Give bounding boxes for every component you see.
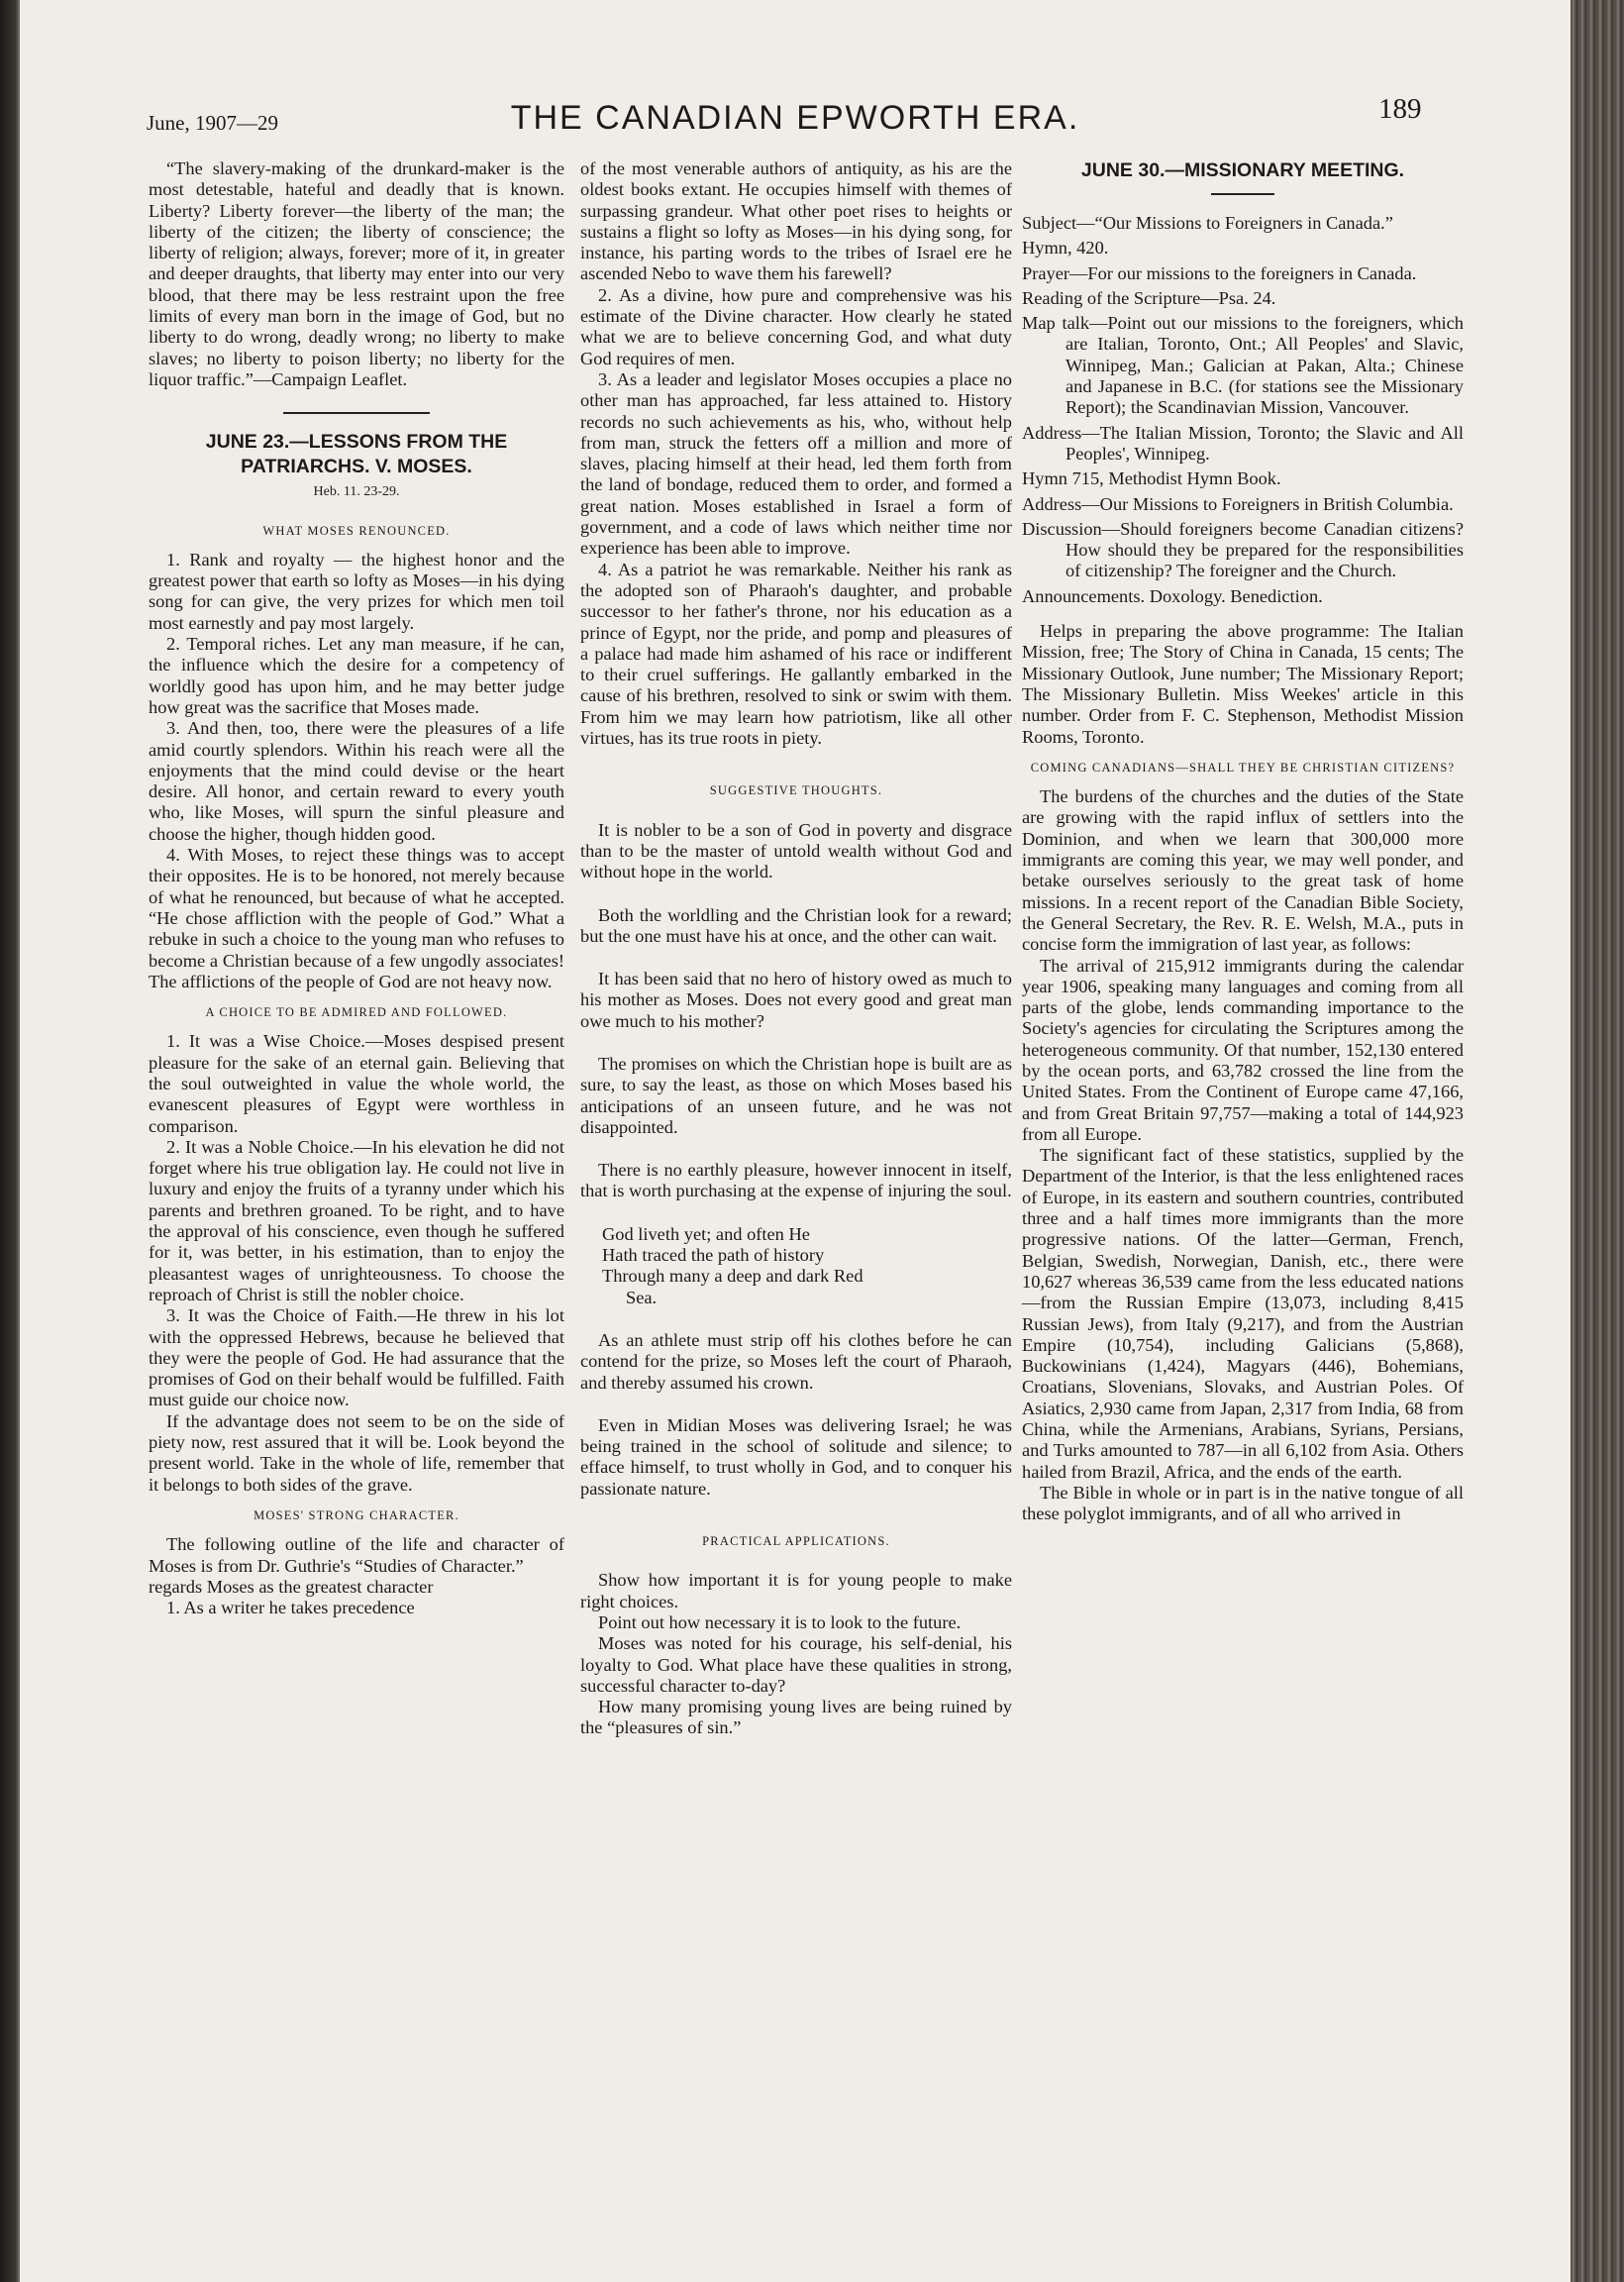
liberty-quote: “The slavery-making of the drunkard-maker is the most detestable, hateful and deadly that is known. Liberty? Liberty forever—the liberty of the man; the liberty of the citizen; the liberty of conscience; the liberty of religion; always, forever; more of it, in greater and deeper draughts, that liberty may enter into our very blood, that there may be less restraint upon the free limits of every man born in the image of God, but no liberty to do wrong, deadly wrong; no liberty to make slaves; no liberty to poison liberty; no liberty for the liquor traffic.”—Campaign Leaflet. — [149, 158, 564, 389]
paragraph: How many promising young lives are being ruined by the “pleasures of sin.” — [580, 1697, 1012, 1738]
subheading-choice: A CHOICE TO BE ADMIRED AND FOLLOWED. — [205, 1005, 508, 1020]
programme-item: Discussion—Should foreigners become Canadian citizens? How should they be prepared for the responsibilities of citizenship? The foreigner and the Church. — [1022, 518, 1464, 581]
paragraph: 4. As a patriot he was remarkable. Neither his rank as the adopted son of Pharaoh's daughter, and probable successor to her father's throne, nor his education as a prince of Egypt, nor the pride, and pomp and pleasures of a palace had made him ashamed of his race or indifferent to their cruel sufferings. He gallantly embarked in the cause of his brethren, resolved to sink or swim with them. From him we may learn how patriotism, like all other virtues, has its true roots in piety. — [580, 559, 1012, 749]
issue-date: June, 1907—29 — [147, 111, 278, 135]
paragraph: 1. As a writer he takes precedence — [166, 1598, 415, 1618]
paragraph: 2. As a divine, how pure and comprehensive was his estimate of the Divine character. How clearly he stated what we are to believe concerning God, and what duty God requires of men. — [580, 284, 1012, 368]
section-rule — [1211, 193, 1274, 195]
poem-line: Through many a deep and dark Red — [602, 1266, 863, 1287]
paragraph: It is nobler to be a son of God in poverty and disgrace than to be the master of untold wealth without God and without hope in the world. — [580, 819, 1012, 882]
paragraph: 1. It was a Wise Choice.—Moses despised present pleasure for the sake of an eternal gain. Believing that the soul outweighted in value the whole world, the evanescent pleasures of Egypt were worthless in comparison. — [149, 1031, 564, 1136]
masthead-title: THE CANADIAN EPWORTH ERA. — [510, 99, 1080, 137]
programme-item: Map talk—Point out our missions to the foreigners, which are Italian, Toronto, Ont.; All Peoples' and Slavic, Winnipeg, Man.; Galician at Pakan, Alta.; Chinese and Japanese in B.C. (for stations see the Missionary Report); the Scandinavian Mission, Vancouver. — [1022, 313, 1464, 418]
section-title-june-23: JUNE 23.—LESSONS FROM THE PATRIARCHS. V. MOSES. — [205, 431, 508, 478]
poem — [580, 1224, 1012, 1308]
column-3 — [1022, 158, 1464, 1525]
paragraph: The Bible in whole or in part is in the native tongue of all these polyglot immigrants, and of all who arrived in — [1022, 1482, 1464, 1524]
programme-item: Address—Our Missions to Foreigners in British Columbia. — [1022, 493, 1454, 514]
paragraph: 2. It was a Noble Choice.—In his elevation he did not forget where his true obligation lay. He could not live in luxury and enjoy the fruits of a tyranny under which his parents and brethren groaned. To be right, and to have the approval of his conscience, even though he suffered for it, was better, in his estimation, than to enjoy the pleasantest wages of unrighteousness. To choose the reproach of Christ is still the nobler choice. — [149, 1136, 564, 1304]
column-1 — [149, 158, 564, 1618]
paragraph: The arrival of 215,912 immigrants during the calendar year 1906, speaking many languages and coming from all parts of the globe, lends commanding importance to the Society's agencies for circulating the Scriptures among the heterogeneous community. Of that number, 152,130 entered by the ocean ports, and 63,782 crossed the line from the United States. From the Continent of Europe came 47,166, and from Great Britain 97,757—making a total of 144,923 from all Europe. — [1022, 955, 1464, 1144]
paragraph: Moses was noted for his courage, his self-denial, his loyalty to God. What place have these qualities in strong, successful character to-day? — [580, 1633, 1012, 1696]
section-rule — [283, 412, 430, 414]
helps-paragraph: Helps in preparing the above programme: The Italian Mission, free; The Story of China in Canada, 15 cents; The Missionary Outlook, June number; The Missionary Report; The Missionary Bulletin. Miss Weekes' article in this number. Order from F. C. Stephenson, Methodist Mission Rooms, Toronto. — [1022, 621, 1464, 747]
paragraph: It has been said that no hero of history owed as much to his mother as Moses. Does not every good and great man owe much to his mother? — [580, 969, 1012, 1031]
programme-item: Prayer—For our missions to the foreigners in Canada. — [1022, 262, 1417, 283]
paragraph: of the most venerable authors of antiquity, as his are the oldest books extant. He occupies himself with themes of surpassing grandeur. What other poet rises to heights or sustains a flight so lofty as Moses—in his dying song, for instance, his parting words to the tribes of Israel ere he ascended Nebo to wave them his farewell? — [580, 158, 1012, 284]
page-header — [20, 81, 1571, 141]
programme-item: Hymn 715, Methodist Hymn Book. — [1022, 468, 1281, 489]
paragraph: If the advantage does not seem to be on the side of piety now, rest assured that it will be. Look beyond the present world. Take in the whole of life, remember that it belongs to both sides of the grave. — [149, 1410, 564, 1495]
paragraph: 4. With Moses, to reject these things was to accept their opposites. He is to be honored, not merely because of what he renounced, but because of what he accepted. “He chose affliction with the people of God.” What a rebuke in such a choice to the young man who refuses to become a Christian because of a few ungodly associates! The afflictions of the people of God are not heavy now. — [149, 845, 564, 991]
programme-item: Hymn, 420. — [1022, 238, 1109, 259]
programme-item: Address—The Italian Mission, Toronto; the Slavic and All Peoples', Winnipeg. — [1022, 422, 1464, 464]
page-edges — [1571, 0, 1624, 2282]
paragraph: The following outline of the life and character of Moses is from Dr. Guthrie's “Studies of Character.” — [149, 1534, 564, 1576]
subheading-character: MOSES' STRONG CHARACTER. — [254, 1507, 459, 1522]
subheading-renounced: WHAT MOSES RENOUNCED. — [262, 523, 451, 538]
paragraph: regards Moses as the greatest character — [149, 1576, 434, 1597]
paragraph: 3. It was the Choice of Faith.—He threw in his lot with the oppressed Hebrews, because he believed that they were the people of God. He had assurance that the promises of God on their behalf would be fulfilled. Faith must guide our choice now. — [149, 1305, 564, 1410]
programme-item: Subject—“Our Missions to Foreigners in Canada.” — [1022, 213, 1393, 233]
page-number: 189 — [1378, 93, 1422, 125]
paragraph: 2. Temporal riches. Let any man measure, if he can, the influence which the desire for a competency of worldly good has upon him, and he may better judge how great was the sacrifice that Moses made. — [149, 634, 564, 717]
paragraph: There is no earthly pleasure, however innocent in itself, that is worth purchasing at the expense of injuring the soul. — [580, 1160, 1012, 1201]
poem-line: Sea. — [626, 1287, 658, 1307]
programme-item: Reading of the Scripture—Psa. 24. — [1022, 287, 1276, 308]
scripture-reference: Heb. 11. 23-29. — [313, 484, 400, 500]
paragraph: Show how important it is for young people to make right choices. — [580, 1570, 1012, 1611]
paragraph: 3. As a leader and legislator Moses occupies a place no other man has approached, far less attained to. History records no such achievements as his, who, without help from man, struck the fetters off a million and more of slaves, placing himself at their head, led them forth from the land of bondage, reduced them to order, and formed a great nation. Moses established in Israel a form of government, and a code of laws which neither time nor experience has been able to improve. — [580, 368, 1012, 559]
poem-line: Hath traced the path of history — [602, 1245, 825, 1266]
subheading-thoughts: SUGGESTIVE THOUGHTS. — [709, 783, 883, 798]
paragraph: The burdens of the churches and the duties of the State are growing with the rapid influx of settlers into the Dominion, and when we learn that 300,000 more immigrants are coming this year, we may well ponder, and betake ourselves seriously to the great task of home missions. In a recent report of the Canadian Bible Society, the General Secretary, the Rev. R. E. Welsh, M.A., puts in concise form the immigration of last year, as follows: — [1022, 786, 1464, 955]
paragraph: The promises on which the Christian hope is built are as sure, to say the least, as those on which Moses based his anticipations of an unseen future, and he was not disappointed. — [580, 1053, 1012, 1137]
newspaper-page — [20, 0, 1571, 2282]
paragraph: 1. Rank and royalty — the highest honor and the greatest power that earth so lofty as Moses—in his dying song for can give, the very prizes for which men toil most earnestly and pay most largely. — [149, 549, 564, 633]
paragraph: The significant fact of these statistics, supplied by the Department of the Interior, is that the less enlightened races of Europe, in its eastern and southern countries, contributed three and a half times more immigrants than the more progressive nations. Of the latter—German, French, Belgian, Swedish, Norwegian, Danish, etc., there were 10,627 whereas 36,539 came from the less educated nations—from the Russian Empire (13,073, including 8,415 Russian Jews), from Italy (9,217), and from the Austrian Empire (10,754), including Galicians (5,868), Buckowinians (1,424), Magyars (446), Bohemians, Croatians, Slovenians, Slovaks, and Austrian Poles. Of Asiatics, 2,930 came from Japan, 2,317 from India, 68 from China, while the Armenians, Arabians, Syrians, Persians, and Turks amounted to 787—in all 6,102 from Asia. Others hailed from Brazil, Africa, and the ends of the earth. — [1022, 1145, 1464, 1482]
paragraph: 3. And then, too, there were the pleasures of a life amid courtly splendors. Within his reach were all the enjoyments that the mind could devise or the heart desire. All honor, and certain reward to every youth who, like Moses, will spurn the sinful pleasure and choose the higher, though hidden good. — [149, 718, 564, 844]
paragraph: Even in Midian Moses was delivering Israel; he was being trained in the school of solitude and silence; to efface himself, to trust wholly in God, and to conquer his passionate nature. — [580, 1414, 1012, 1499]
programme-item: Announcements. Doxology. Benediction. — [1022, 585, 1323, 606]
section-title-june-30: JUNE 30.—MISSIONARY MEETING. — [1080, 159, 1405, 181]
paragraph: Point out how necessary it is to look to the future. — [598, 1611, 962, 1632]
paragraph: Both the worldling and the Christian look for a reward; but the one must have his at once, and the other can wait. — [580, 904, 1012, 946]
poem-line: God liveth yet; and often He — [602, 1223, 810, 1244]
paragraph: As an athlete must strip off his clothes before he can contend for the prize, so Moses left the court of Pharaoh, and thereby assumed his crown. — [580, 1329, 1012, 1393]
subheading-coming-canadians: COMING CANADIANS—SHALL THEY BE CHRISTIAN CITIZENS? — [1030, 760, 1456, 775]
subheading-applications: PRACTICAL APPLICATIONS. — [702, 1534, 890, 1549]
column-2 — [580, 158, 1012, 1739]
